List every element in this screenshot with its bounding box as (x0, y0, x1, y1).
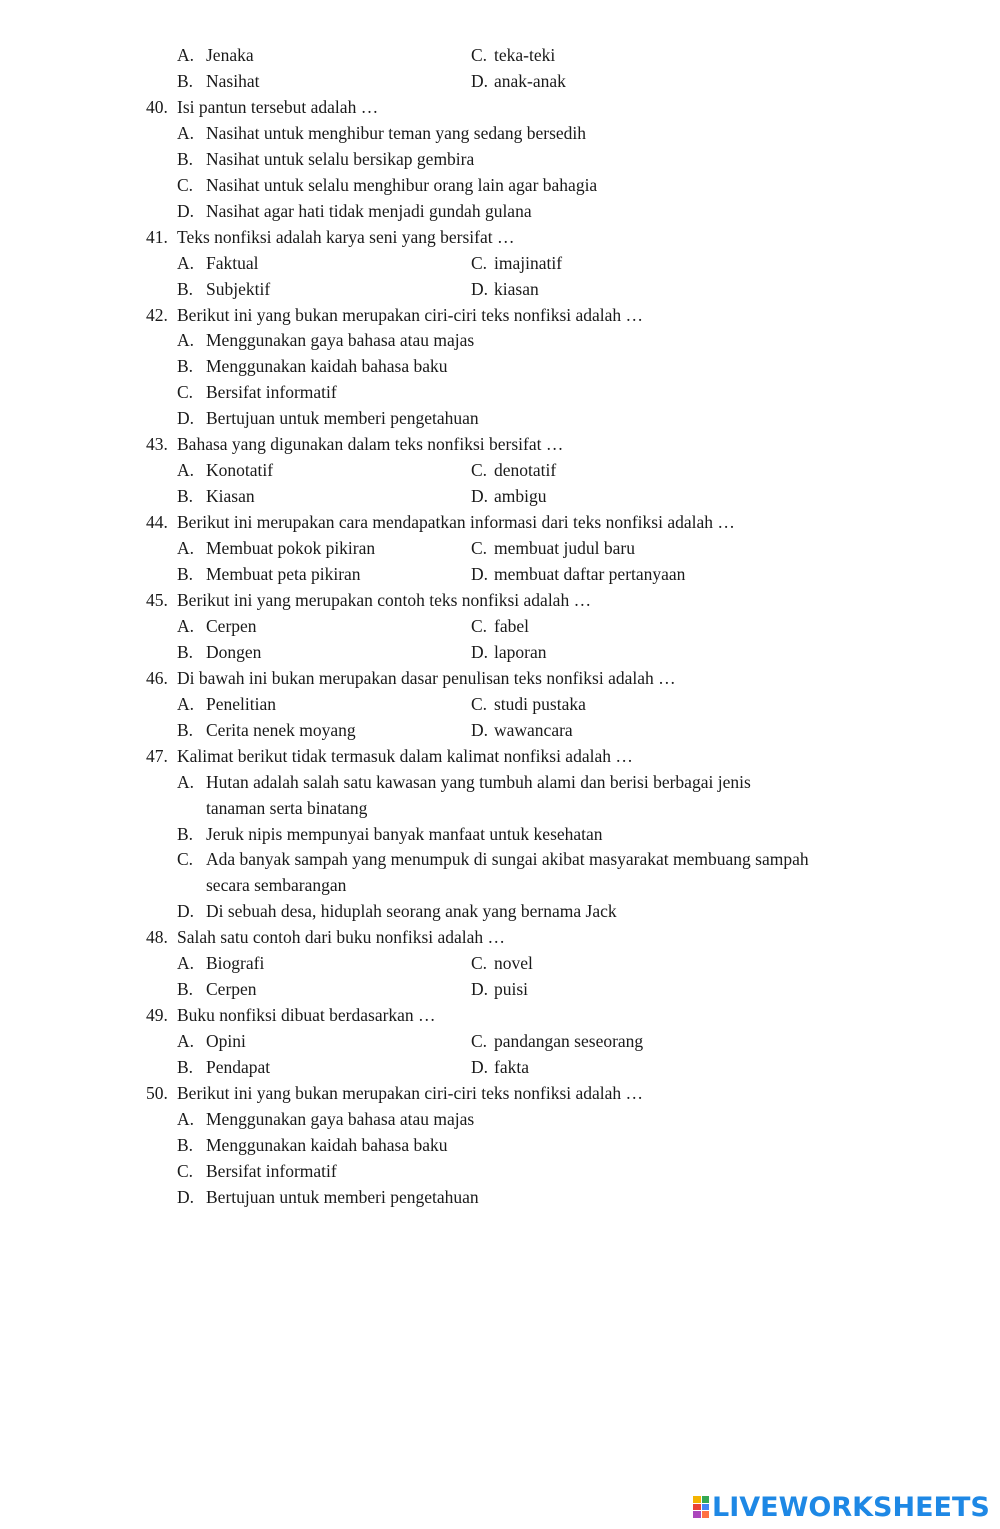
answer-option (471, 250, 562, 276)
answer-option (177, 639, 261, 665)
option-letter: D. (471, 642, 489, 662)
option-letter: A. (177, 953, 195, 973)
option-text: Menggunakan kaidah bahasa baku (206, 1135, 448, 1155)
answer-option (177, 198, 532, 224)
answer-option (177, 1106, 474, 1132)
question-text (146, 587, 591, 613)
option-letter: C. (471, 616, 488, 636)
answer-option (471, 691, 586, 717)
option-text: pandangan seseorang (494, 1031, 644, 1051)
answer-option (177, 1158, 337, 1184)
option-letter: D. (471, 1057, 489, 1077)
question-prompt: Kalimat berikut tidak termasuk dalam kalimat nonfiksi adalah … (177, 746, 633, 766)
option-text: fabel (494, 616, 529, 636)
question-prompt: Berikut ini yang bukan merupakan ciri-ciri teks nonfiksi adalah … (177, 1083, 644, 1103)
option-text: laporan (494, 642, 547, 662)
option-letter: B. (177, 356, 194, 376)
option-text: ambigu (494, 486, 547, 506)
option-letter: C. (471, 1031, 488, 1051)
option-text: Hutan adalah salah satu kawasan yang tumbuh alami dan berisi berbagai jenis (206, 772, 751, 792)
option-text: puisi (494, 979, 529, 999)
option-letter: D. (177, 201, 195, 221)
option-letter: A. (177, 123, 195, 143)
answer-option (177, 898, 617, 924)
answer-option (471, 68, 566, 94)
answer-option (177, 561, 361, 587)
answer-option (177, 821, 603, 847)
option-text: Pendapat (206, 1057, 271, 1077)
question-number: 46. (146, 668, 168, 688)
option-text: studi pustaka (494, 694, 586, 714)
option-text: Cerita nenek moyang (206, 720, 356, 740)
option-text: Kiasan (206, 486, 255, 506)
question-number: 45. (146, 590, 168, 610)
question-number: 43. (146, 434, 168, 454)
option-letter: B. (177, 564, 194, 584)
option-letter: C. (471, 45, 488, 65)
answer-option (471, 42, 555, 68)
question-number: 41. (146, 227, 168, 247)
option-text: Faktual (206, 253, 259, 273)
answer-option (471, 976, 528, 1002)
liveworksheets-logo[interactable] (693, 1489, 990, 1525)
option-letter: D. (471, 979, 489, 999)
question-text (146, 302, 643, 328)
option-text: Jeruk nipis mempunyai banyak manfaat untuk kesehatan (206, 824, 603, 844)
answer-option (177, 1028, 246, 1054)
option-text: Nasihat untuk selalu menghibur orang lain agar bahagia (206, 175, 598, 195)
option-letter: D. (471, 486, 489, 506)
option-letter: A. (177, 253, 195, 273)
option-letter: C. (471, 694, 488, 714)
option-letter: B. (177, 1057, 194, 1077)
option-letter: A. (177, 772, 195, 792)
option-text: Bersifat informatif (206, 382, 337, 402)
option-letter: D. (471, 564, 489, 584)
option-text: Bertujuan untuk memberi pengetahuan (206, 1187, 479, 1207)
option-text: membuat daftar pertanyaan (494, 564, 686, 584)
answer-option (177, 1054, 270, 1080)
question-text (146, 224, 515, 250)
option-text: Cerpen (206, 979, 257, 999)
answer-option (177, 613, 257, 639)
answer-option (177, 457, 273, 483)
option-letter: C. (177, 175, 194, 195)
option-text: Subjektif (206, 279, 271, 299)
option-text: secara sembarangan (206, 875, 347, 895)
answer-option (177, 276, 270, 302)
option-text: Cerpen (206, 616, 257, 636)
option-text: novel (494, 953, 533, 973)
option-letter: A. (177, 460, 195, 480)
option-letter: D. (471, 279, 489, 299)
option-letter: B. (177, 1135, 194, 1155)
question-prompt: Teks nonfiksi adalah karya seni yang bersifat … (177, 227, 515, 247)
option-text: Menggunakan gaya bahasa atau majas (206, 330, 475, 350)
question-number: 48. (146, 927, 168, 947)
answer-option (177, 353, 448, 379)
answer-option (471, 483, 547, 509)
option-letter: C. (177, 382, 194, 402)
answer-option-continuation (206, 872, 346, 898)
option-text: Penelitian (206, 694, 276, 714)
option-letter: C. (471, 538, 488, 558)
option-text: Menggunakan gaya bahasa atau majas (206, 1109, 475, 1129)
option-letter: A. (177, 1031, 195, 1051)
option-text: Menggunakan kaidah bahasa baku (206, 356, 448, 376)
option-text: fakta (494, 1057, 529, 1077)
brand-name: LIVEWORKSHEETS (712, 1491, 990, 1523)
option-letter: C. (177, 849, 194, 869)
option-text: Konotatif (206, 460, 274, 480)
answer-option (471, 639, 546, 665)
answer-option (177, 379, 337, 405)
option-letter: C. (471, 953, 488, 973)
question-text (146, 509, 735, 535)
question-number: 42. (146, 305, 168, 325)
answer-option (177, 405, 479, 431)
question-text (146, 431, 563, 457)
option-text: Bersifat informatif (206, 1161, 337, 1181)
option-letter: B. (177, 71, 194, 91)
option-text: Nasihat untuk selalu bersikap gembira (206, 149, 475, 169)
option-text: Bertujuan untuk memberi pengetahuan (206, 408, 479, 428)
answer-option-continuation (206, 795, 367, 821)
option-letter: A. (177, 45, 195, 65)
question-number: 44. (146, 512, 168, 532)
option-text: Jenaka (206, 45, 254, 65)
answer-option (177, 42, 254, 68)
answer-option (471, 1054, 529, 1080)
answer-option (177, 717, 356, 743)
question-number: 40. (146, 97, 168, 117)
answer-option (471, 561, 685, 587)
question-text (146, 1080, 643, 1106)
answer-option (177, 535, 375, 561)
option-text: Nasihat agar hati tidak menjadi gundah gulana (206, 201, 532, 221)
option-letter: A. (177, 694, 195, 714)
answer-option (177, 146, 474, 172)
answer-option (177, 691, 276, 717)
answer-option (471, 457, 556, 483)
question-prompt: Berikut ini merupakan cara mendapatkan informasi dari teks nonfiksi adalah … (177, 512, 735, 532)
answer-option (177, 846, 809, 872)
answer-option (177, 976, 257, 1002)
option-letter: B. (177, 279, 194, 299)
option-letter: B. (177, 979, 194, 999)
option-letter: A. (177, 616, 195, 636)
question-prompt: Berikut ini yang bukan merupakan ciri-ciri teks nonfiksi adalah … (177, 305, 644, 325)
question-prompt: Berikut ini yang merupakan contoh teks nonfiksi adalah … (177, 590, 592, 610)
option-text: tanaman serta binatang (206, 798, 368, 818)
option-letter: B. (177, 149, 194, 169)
option-text: Nasihat (206, 71, 260, 91)
answer-option (177, 68, 259, 94)
option-text: Dongen (206, 642, 262, 662)
question-prompt: Bahasa yang digunakan dalam teks nonfiksi bersifat … (177, 434, 564, 454)
option-text: kiasan (494, 279, 539, 299)
question-prompt: Salah satu contoh dari buku nonfiksi adalah … (177, 927, 506, 947)
option-text: Di sebuah desa, hiduplah seorang anak yang bernama Jack (206, 901, 617, 921)
option-text: imajinatif (494, 253, 563, 273)
question-text (146, 94, 378, 120)
option-letter: D. (177, 1187, 195, 1207)
option-letter: B. (177, 486, 194, 506)
question-number: 50. (146, 1083, 168, 1103)
answer-option (177, 120, 586, 146)
option-letter: B. (177, 720, 194, 740)
option-letter: B. (177, 642, 194, 662)
answer-option (177, 950, 264, 976)
question-prompt: Isi pantun tersebut adalah … (177, 97, 379, 117)
question-text (146, 665, 676, 691)
option-letter: C. (471, 253, 488, 273)
answer-option (177, 327, 474, 353)
question-text (146, 924, 505, 950)
question-number: 49. (146, 1005, 168, 1025)
answer-option (177, 769, 751, 795)
option-text: denotatif (494, 460, 557, 480)
logo-grid-icon (693, 1496, 709, 1518)
answer-option (471, 1028, 643, 1054)
option-text: anak-anak (494, 71, 566, 91)
answer-option (471, 717, 573, 743)
question-number: 47. (146, 746, 168, 766)
option-text: Membuat pokok pikiran (206, 538, 376, 558)
answer-option (177, 172, 597, 198)
answer-option (471, 613, 529, 639)
question-prompt: Buku nonfiksi dibuat berdasarkan … (177, 1005, 436, 1025)
option-text: Nasihat untuk menghibur teman yang sedang bersedih (206, 123, 587, 143)
option-text: Biografi (206, 953, 265, 973)
option-text: Ada banyak sampah yang menumpuk di sungai akibat masyarakat membuang sampah (206, 849, 809, 869)
option-letter: D. (471, 720, 489, 740)
option-letter: B. (177, 824, 194, 844)
option-letter: D. (177, 901, 195, 921)
option-letter: A. (177, 330, 195, 350)
answer-option (177, 483, 255, 509)
answer-option (471, 950, 533, 976)
option-text: Opini (206, 1031, 246, 1051)
option-letter: C. (471, 460, 488, 480)
option-letter: A. (177, 1109, 195, 1129)
option-text: membuat judul baru (494, 538, 635, 558)
answer-option (177, 250, 259, 276)
option-text: Membuat peta pikiran (206, 564, 361, 584)
answer-option (177, 1132, 448, 1158)
option-letter: D. (471, 71, 489, 91)
option-letter: D. (177, 408, 195, 428)
question-text (146, 1002, 436, 1028)
option-text: teka-teki (494, 45, 556, 65)
option-text: wawancara (494, 720, 573, 740)
option-letter: C. (177, 1161, 194, 1181)
question-text (146, 743, 633, 769)
option-letter: A. (177, 538, 195, 558)
question-prompt: Di bawah ini bukan merupakan dasar penulisan teks nonfiksi adalah … (177, 668, 676, 688)
answer-option (471, 276, 539, 302)
answer-option (471, 535, 635, 561)
answer-option (177, 1184, 479, 1210)
